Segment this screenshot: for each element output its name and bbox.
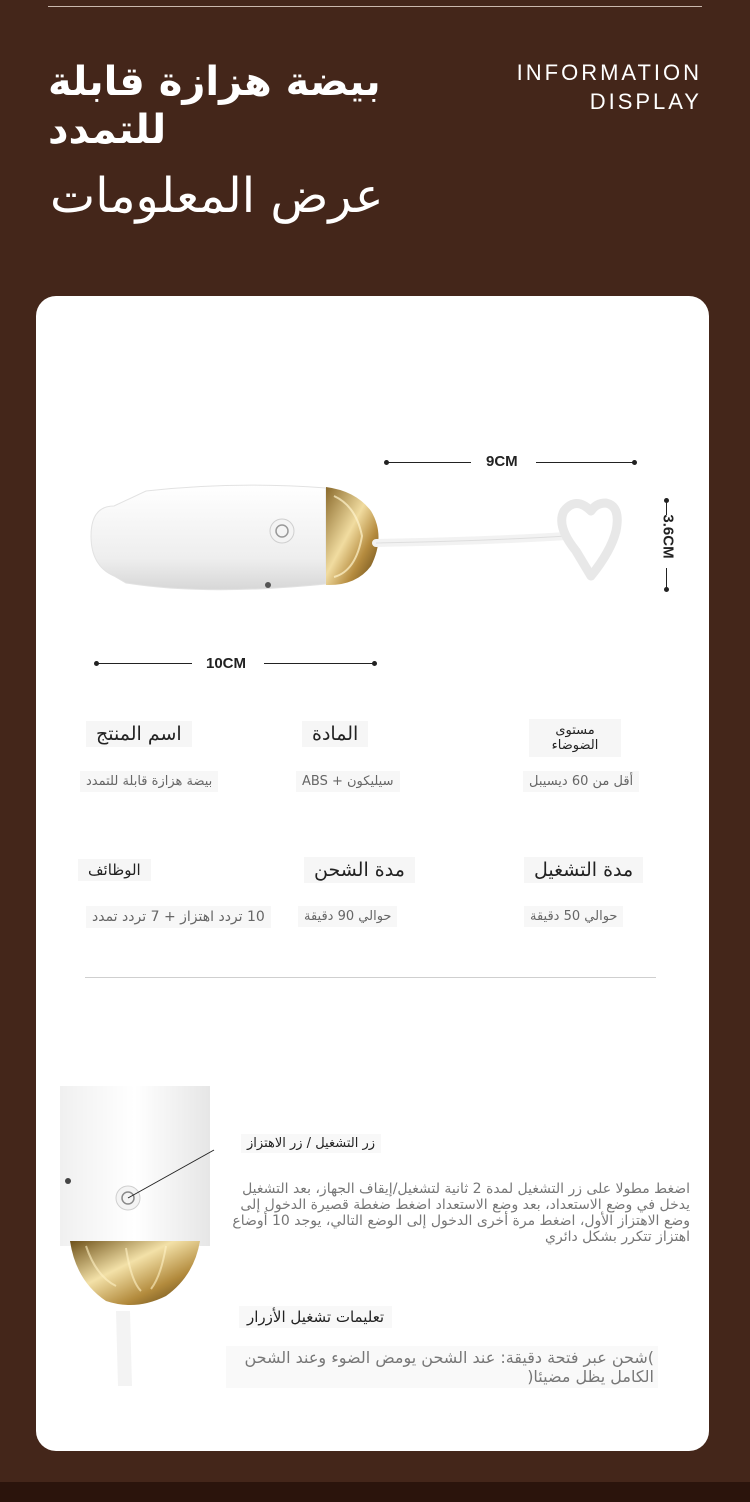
dim-10cm-end-dot [372, 661, 377, 666]
button-instructions-title: تعليمات تشغيل الأزرار [239, 1306, 392, 1328]
spec-label-noise: مستوى الضوضاء [529, 719, 621, 757]
dim-9cm-end-dot [632, 460, 637, 465]
dim-10cm-line-right [264, 663, 374, 664]
spec-value-product-name: بيضة هزازة قابلة للتمدد [80, 771, 218, 792]
dim-9cm-line-left [386, 462, 471, 463]
spec-label-charge-time: مدة الشحن [304, 857, 415, 883]
product-illustration [86, 481, 646, 611]
spec-value-charge-time: حوالي 90 دقيقة [298, 906, 397, 927]
section-title-en-line2: DISPLAY [589, 89, 702, 114]
charging-description: )شحن عبر فتحة دقيقة: عند الشحن يومض الضوء وعند الشحن الكامل يظل مضيئا( [226, 1346, 658, 1388]
spec-label-material: المادة [302, 721, 368, 747]
spec-value-material: سيليكون + ABS [296, 771, 400, 792]
power-button-description: اضغط مطولا على زر التشغيل لمدة 2 ثانية لتشغيل/إيقاف الجهاز، بعد التشغيل يدخل في وضع الاستعداد، بعد وضع الاستعداد اضغط ضغطة قصيرة الدخول إلى وضع الاهتزاز الأول، اضغط مرة أخرى الدخول إلى الوضع التالي، يوجد 10 أوضاع اهتزاز تتكرر بشكل دائري [232, 1181, 690, 1245]
header-rule [48, 6, 702, 7]
dim-10cm-label: 10CM [206, 655, 247, 672]
dim-diameter-line-bottom [666, 568, 667, 588]
spec-value-noise: أقل من 60 ديسيبل [523, 771, 639, 792]
info-card [36, 296, 709, 1451]
spec-label-functions: الوظائف [78, 859, 151, 881]
power-button-label: زر التشغيل / زر الاهتزاز [241, 1134, 381, 1153]
section-subtitle: عرض المعلومات [50, 168, 384, 224]
dim-9cm-label: 9CM [486, 453, 518, 470]
dim-diameter-bottom-dot [664, 587, 669, 592]
footer-strip [0, 1482, 750, 1502]
spec-value-functions: 10 تردد اهتزاز + 7 تردد تمدد [86, 906, 271, 928]
section-divider [85, 977, 656, 978]
button-detail-illustration [56, 1086, 226, 1386]
section-title-en-line1: INFORMATION [516, 60, 702, 85]
product-title: بيضة هزازة قابلة للتمدد [48, 59, 381, 153]
dim-diameter-label: 3.6CM [659, 514, 677, 559]
spec-label-run-time: مدة التشغيل [524, 857, 643, 883]
spec-label-product-name: اسم المنتج [86, 721, 192, 747]
spec-value-run-time: حوالي 50 دقيقة [524, 906, 623, 927]
section-title-en [517, 58, 702, 116]
dim-9cm-line-right [536, 462, 636, 463]
dim-10cm-line-left [96, 663, 192, 664]
